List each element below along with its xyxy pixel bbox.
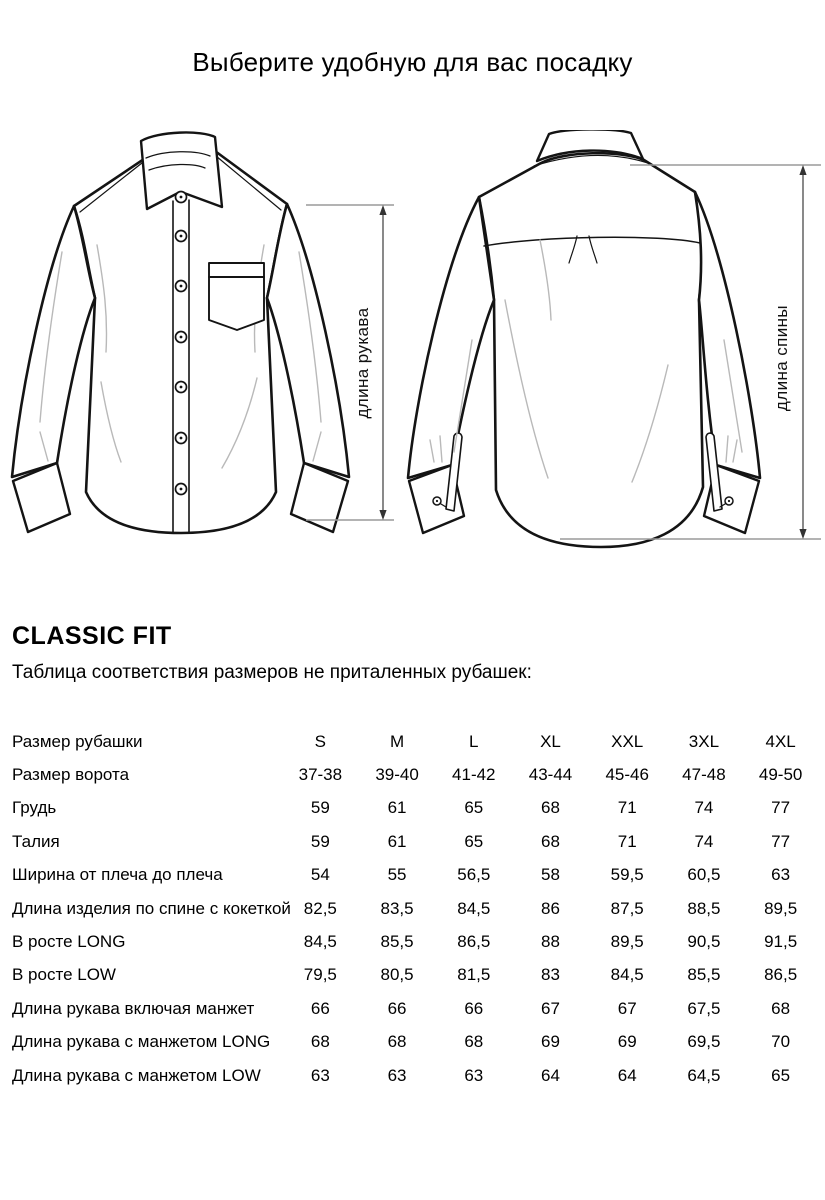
cell-value: 68 xyxy=(464,1032,484,1052)
fit-subtitle: Таблица соответствия размеров не приталенных рубашек: xyxy=(12,662,532,683)
row-label: В росте LOW xyxy=(12,965,116,985)
cell-value: 84,5 xyxy=(457,898,491,918)
cell-value: 65 xyxy=(464,798,484,818)
row-label: Ширина от плеча до плеча xyxy=(12,865,223,885)
cell-value: 65 xyxy=(771,1065,791,1085)
cell-value: 89,5 xyxy=(764,898,798,918)
row-label: Размер ворота xyxy=(12,765,130,785)
fit-heading: CLASSIC FIT xyxy=(12,622,172,650)
row-label: Размер рубашки xyxy=(12,731,143,751)
cell-value: 88,5 xyxy=(687,898,721,918)
cell-value: 83 xyxy=(541,965,560,985)
cell-value: 68 xyxy=(387,1032,407,1052)
cell-value: 64,5 xyxy=(687,1065,721,1085)
cell-value: 61 xyxy=(387,831,407,851)
size-table xyxy=(0,725,825,1092)
row-label: Длина изделия по спине с кокеткой xyxy=(12,898,291,918)
cell-value: 66 xyxy=(310,998,330,1018)
cell-value: 63 xyxy=(387,1065,407,1085)
cell-value: 4XL xyxy=(765,731,796,751)
cell-value: 64 xyxy=(541,1065,560,1085)
cell-value: 66 xyxy=(464,998,484,1018)
cell-value: 64 xyxy=(617,1065,637,1085)
cell-value: 37-38 xyxy=(298,765,343,785)
cell-value: 58 xyxy=(541,865,560,885)
cell-value: 87,5 xyxy=(610,898,644,918)
cell-value: 56,5 xyxy=(457,865,491,885)
cell-value: 68 xyxy=(771,998,791,1018)
cell-value: 59 xyxy=(310,798,330,818)
table-row xyxy=(12,1059,819,1092)
table-row xyxy=(12,925,819,958)
row-label: Длина рукава с манжетом LOW xyxy=(12,1065,261,1085)
cell-value: 82,5 xyxy=(303,898,337,918)
cell-value: 39-40 xyxy=(375,765,419,785)
row-label: Длина рукава с манжетом LONG xyxy=(12,1032,271,1052)
table-row xyxy=(12,859,819,892)
cell-value: 63 xyxy=(771,865,791,885)
row-label: В росте LONG xyxy=(12,932,126,952)
shirt-size-diagram xyxy=(0,130,825,590)
back-shirt-drawing xyxy=(408,130,760,547)
chest-pocket xyxy=(209,263,264,330)
table-row xyxy=(12,725,819,758)
cell-value: 90,5 xyxy=(687,932,721,952)
table-row xyxy=(12,792,819,825)
cell-value: 85,5 xyxy=(687,965,721,985)
table-row xyxy=(12,1026,819,1059)
cell-value: 89,5 xyxy=(610,932,644,952)
cell-value: 65 xyxy=(464,831,484,851)
cell-value: XL xyxy=(540,731,561,751)
front-shirt-drawing xyxy=(12,132,349,533)
cell-value: 69 xyxy=(541,1032,560,1052)
cell-value: 67 xyxy=(617,998,637,1018)
cell-value: 74 xyxy=(694,831,714,851)
cell-value: 49-50 xyxy=(758,765,803,785)
cell-value: 69 xyxy=(617,1032,637,1052)
cell-value: 71 xyxy=(617,798,637,818)
cell-value: 47-48 xyxy=(682,765,726,785)
cell-value: 59 xyxy=(310,831,330,851)
sleeve-length-label: длина рукава xyxy=(353,307,372,419)
row-label: Длина рукава включая манжет xyxy=(12,998,255,1018)
table-row xyxy=(12,825,819,858)
cell-value: 85,5 xyxy=(380,932,414,952)
cell-value: 68 xyxy=(541,798,560,818)
cell-value: 80,5 xyxy=(380,965,414,985)
table-row xyxy=(12,892,819,925)
cell-value: 60,5 xyxy=(687,865,721,885)
cell-value: 54 xyxy=(310,865,330,885)
cell-value: 68 xyxy=(310,1032,330,1052)
table-row xyxy=(12,992,819,1025)
cell-value: 91,5 xyxy=(764,932,798,952)
row-label: Грудь xyxy=(12,798,57,818)
cell-value: 83,5 xyxy=(380,898,414,918)
cell-value: 84,5 xyxy=(303,932,337,952)
cell-value: 77 xyxy=(771,798,791,818)
cell-value: 59,5 xyxy=(610,865,644,885)
cell-value: 84,5 xyxy=(610,965,644,985)
cell-value: 69,5 xyxy=(687,1032,721,1052)
cell-value: 86,5 xyxy=(457,932,491,952)
cell-value: 77 xyxy=(771,831,791,851)
cell-value: 86,5 xyxy=(764,965,798,985)
table-row xyxy=(12,758,819,791)
cell-value: 61 xyxy=(387,798,407,818)
cell-value: 71 xyxy=(617,831,637,851)
cell-value: 43-44 xyxy=(528,765,573,785)
cell-value: 74 xyxy=(694,798,714,818)
cell-value: 70 xyxy=(771,1032,791,1052)
cell-value: 67,5 xyxy=(687,998,721,1018)
back-length-label: длина спины xyxy=(772,304,791,412)
cell-value: 81,5 xyxy=(457,965,491,985)
cell-value: L xyxy=(469,731,479,751)
cell-value: 63 xyxy=(310,1065,330,1085)
cell-value: 45-46 xyxy=(605,765,649,785)
row-label: Талия xyxy=(12,831,60,851)
cell-value: M xyxy=(389,731,405,751)
cell-value: 55 xyxy=(387,865,407,885)
page-title: Выберите удобную для вас посадку xyxy=(192,47,633,77)
cell-value: 86 xyxy=(541,898,560,918)
cell-value: 66 xyxy=(387,998,407,1018)
cell-value: 88 xyxy=(541,932,560,952)
cell-value: 67 xyxy=(541,998,560,1018)
cell-value: 3XL xyxy=(688,731,720,751)
cell-value: 68 xyxy=(541,831,560,851)
cell-value: 41-42 xyxy=(452,765,496,785)
cell-value: XXL xyxy=(611,731,644,751)
cell-value: 79,5 xyxy=(303,965,337,985)
table-row xyxy=(12,959,819,992)
cell-value: S xyxy=(314,731,327,751)
cell-value: 63 xyxy=(464,1065,484,1085)
